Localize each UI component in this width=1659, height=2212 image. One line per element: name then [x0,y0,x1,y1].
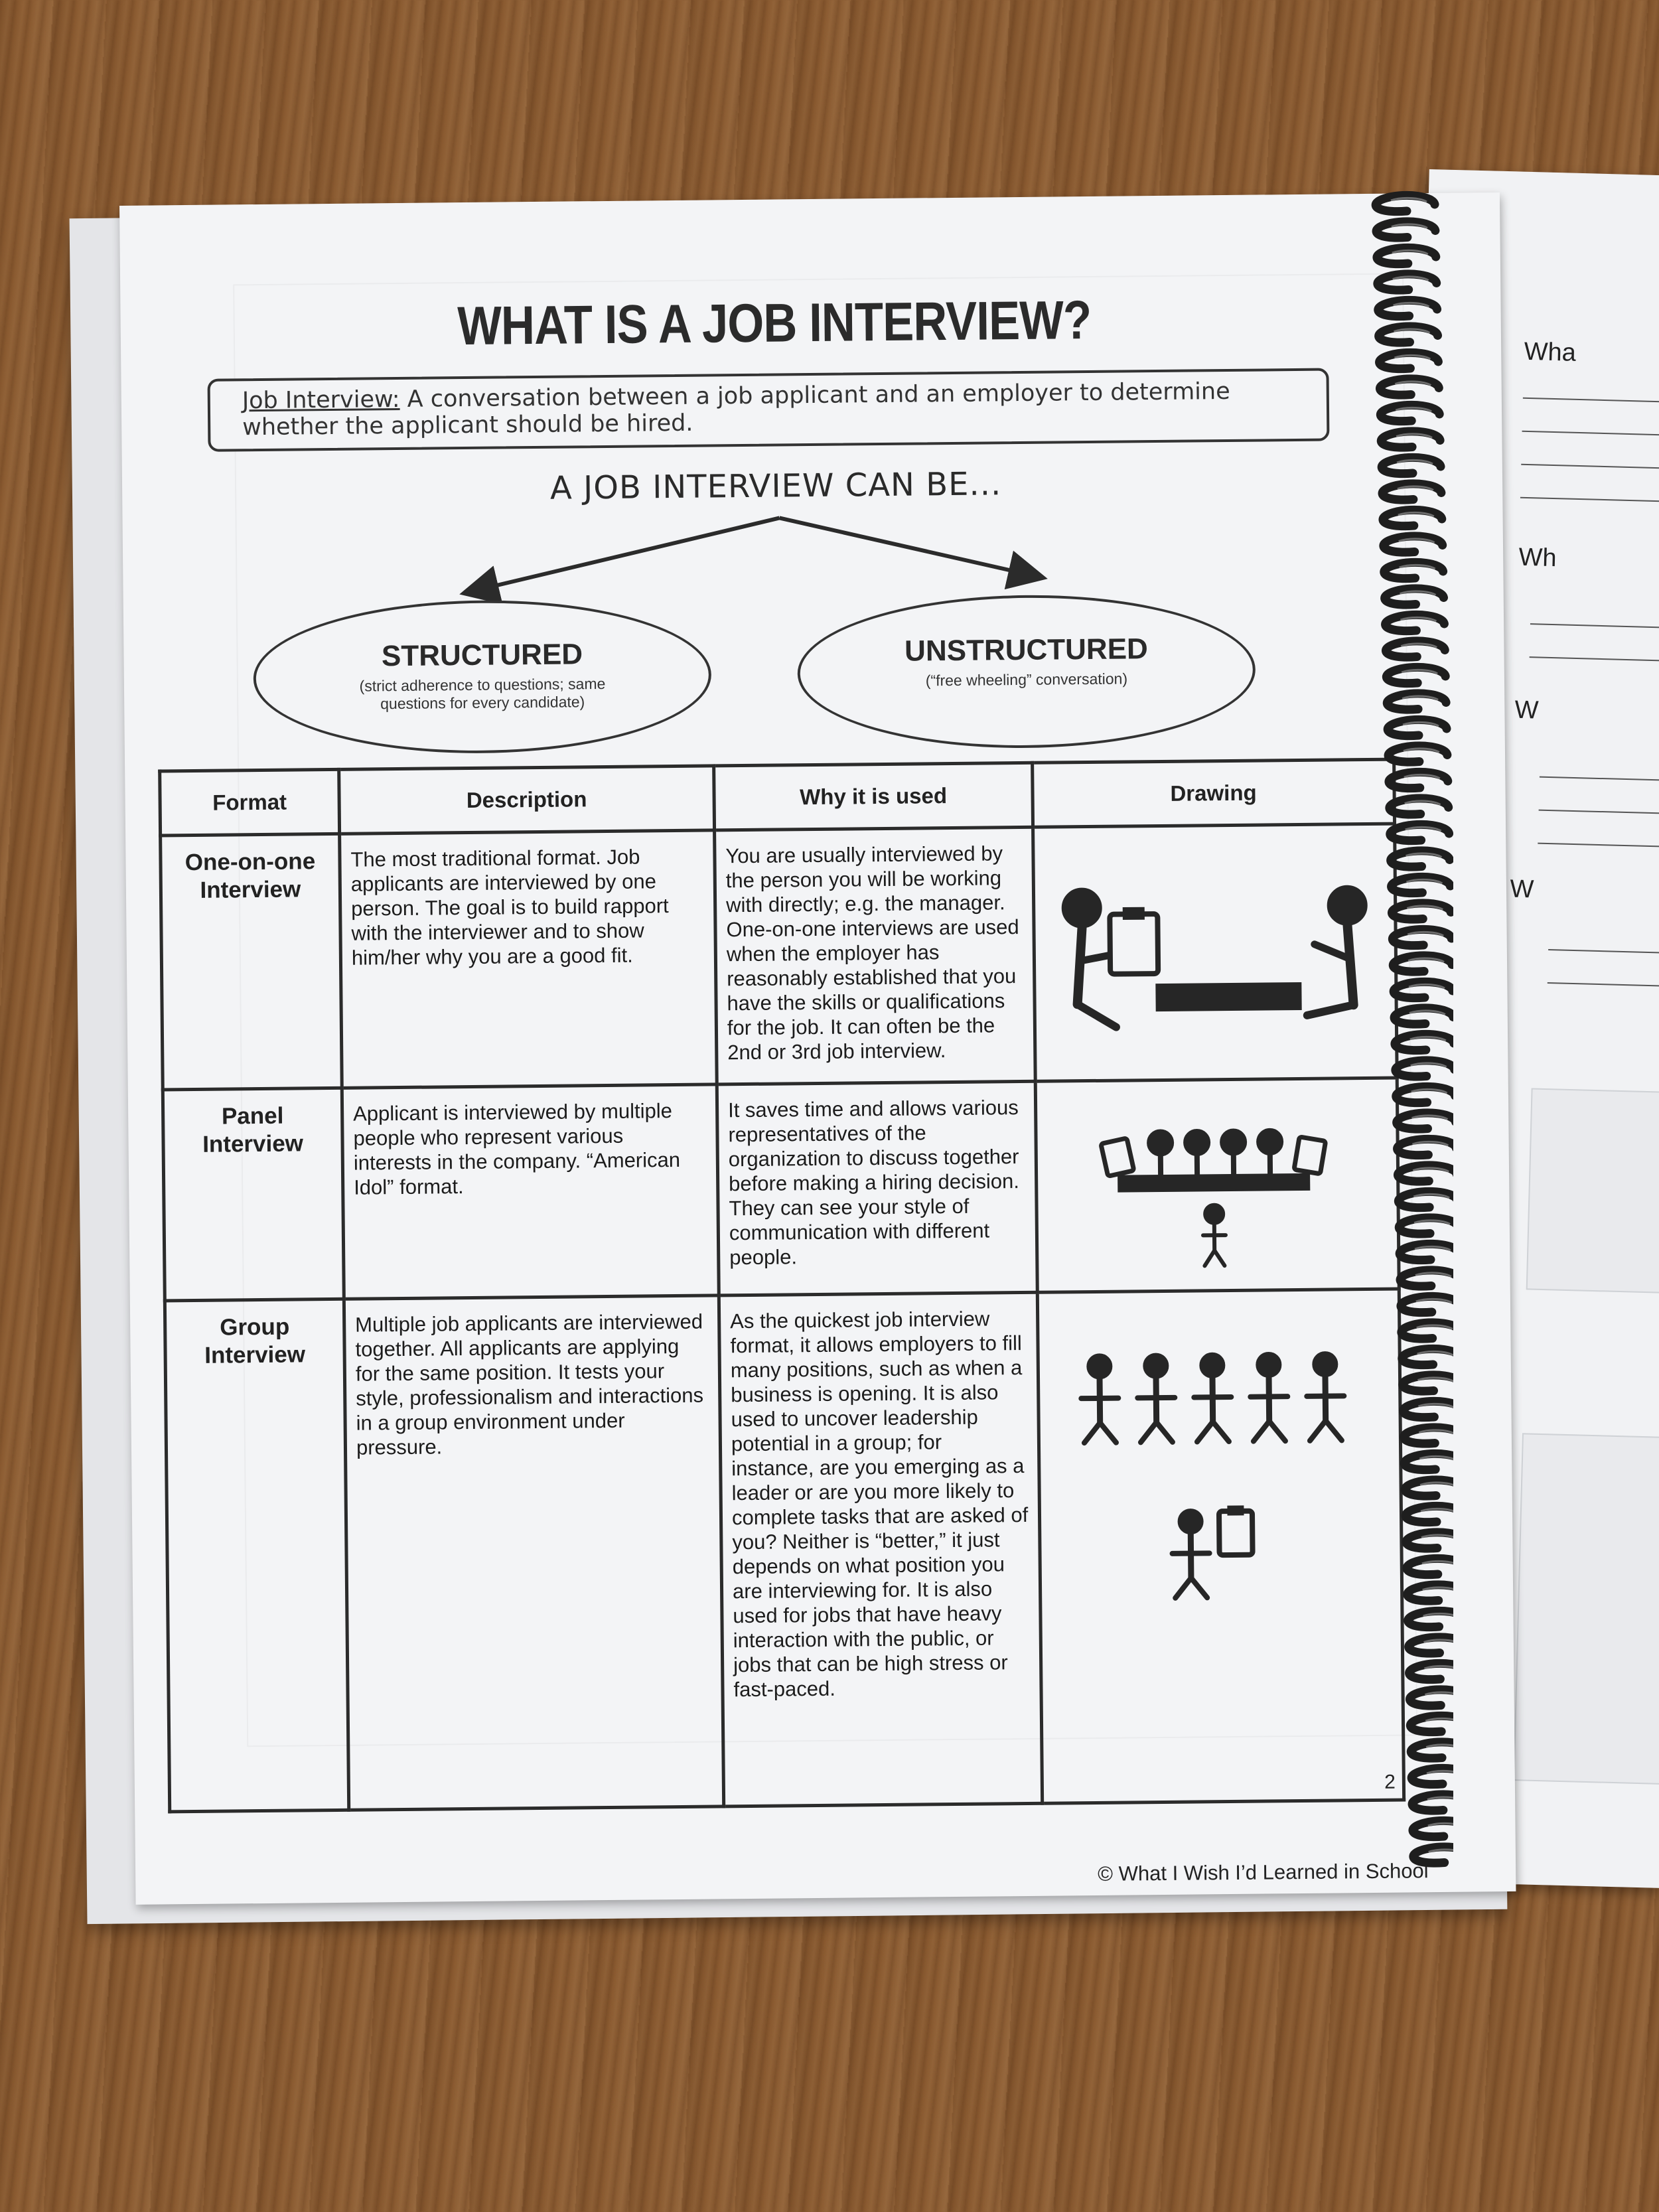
spiral-highlight [1406,879,1442,883]
stick-figure-part [1269,1421,1285,1441]
spiral-highlight [1398,486,1433,490]
definition-term: Job Interview: [242,386,400,415]
answer-line [1530,656,1659,662]
interview-format-table [158,758,1406,1814]
question-text: Wha [1524,337,1577,367]
spiral-highlight [1397,460,1433,464]
why-cell: It saves time and allows various representatives of the organization to discuss together before making a hiring decision. They can see your style of communication with different people. [717,1081,1037,1295]
spiral-highlight [1409,1011,1445,1015]
answer-line [1521,464,1659,470]
question-text: Wh [1518,543,1557,573]
group-drawing-icon [1039,1291,1402,1802]
spiral-highlight [1415,1246,1451,1250]
description-cell: Applicant is interviewed by multiple people who represent various interests in the company. “American Idol” format. [342,1084,719,1299]
spiral-highlight [1429,1850,1453,1854]
why-cell: You are usually interviewed by the person you will be working with directly; e.g. the manager. One-on-one interviews are used when the employer has reasonably established that you have the skills or qualifications for the job. It can often be the 2nd or 3rd job interview. [715,827,1036,1084]
stick-figure-part [1200,1353,1225,1378]
definition-text: A conversation between a job applicant and an employer to determine whether the applicant should be hired. [242,378,1230,441]
answer-line [1548,949,1659,954]
spiral-highlight [1404,749,1439,753]
arrow-right-icon [780,516,1033,578]
spiral-highlight [1417,1351,1453,1355]
panel-drawing-icon [1037,1080,1398,1286]
spiral-highlight [1404,774,1440,778]
spiral-highlight [1405,801,1441,805]
header-description: Description [339,766,715,834]
format-cell: One-on-one Interview [161,834,342,1090]
spiral-highlight [1402,670,1437,674]
type-note: (strict adherence to questions; same questions for every candidate) [359,675,606,713]
spiral-highlight [1392,224,1427,228]
spiral-highlight [1418,1404,1453,1408]
stick-figure-part [1313,1351,1338,1376]
spiral-highlight [1391,198,1427,202]
stick-figure-part [1191,1578,1207,1597]
table-row [163,1078,1399,1301]
stick-figure-part [1141,1422,1157,1442]
stick-figure-part [1157,1422,1173,1442]
clipboard-clip [1228,1506,1244,1515]
answer-line [1530,623,1659,629]
stick-figure-part [1084,1423,1100,1443]
spiral-highlight [1419,1430,1453,1434]
stick-figure-part [1081,1398,1118,1399]
spiral-highlight [1394,303,1429,307]
spiral-highlight [1408,958,1444,962]
spiral-highlight [1413,1194,1449,1198]
stick-figure-part [1100,1423,1116,1443]
answer-line [1548,982,1659,987]
stick-figure-part [1213,1422,1229,1441]
answer-line [1538,843,1659,848]
spiral-highlight [1406,827,1441,831]
spiral-highlight [1411,1063,1447,1067]
question-text: W [1509,875,1534,904]
type-note: (“free wheeling” conversation) [925,670,1128,690]
answer-line [1539,810,1659,815]
one-on-one-drawing-icon [1035,826,1396,1074]
spiral-highlight [1398,512,1434,516]
stick-figure-part [1326,1420,1342,1440]
spiral-highlight [1409,984,1445,988]
spiral-highlight [1394,355,1430,359]
header-why: Why it is used [714,763,1033,830]
answer-line [1520,497,1659,503]
header-drawing: Drawing [1033,759,1395,827]
spiral-highlight [1413,1168,1449,1172]
stick-figure-part [1175,1578,1191,1598]
spiral-highlight [1414,1220,1450,1224]
spiral-highlight [1407,932,1443,936]
spiral-highlight [1400,591,1436,595]
answer-box [1513,1433,1659,1785]
stick-figure-part [1087,1354,1112,1379]
description-cell: The most traditional format. Job applicants are interviewed by one person. The goal is to build rapport with the interviewer and to show him/her why you are a good fit. [340,830,717,1088]
spiral-highlight [1393,277,1429,281]
spiral-highlight [1400,617,1436,621]
spiral-highlight [1395,382,1431,386]
table-row [165,1289,1404,1812]
spiral-highlight [1416,1299,1452,1303]
why-cell: As the quickest job interview format, it allows employers to fill many positions, such as when a business is opening. It is also used to uncover leadership potential in a group; for instance, are you emerging as a leader or are you more likely to complete tasks that are asked of you? Neither is “better,” it just depends on what position you are interviewing for. It is also used for jobs that have heavy interaction with the public, or jobs that can be high stress or fast-paced. [719,1292,1042,1806]
stick-figure-part [1254,1421,1269,1441]
table-row [161,824,1398,1090]
worksheet-page [119,192,1516,1905]
spiral-highlight [1392,250,1428,254]
spiral-highlight [1401,644,1437,648]
spiral-highlight [1418,1378,1454,1382]
spiral-highlight [1396,407,1431,411]
answer-line [1523,398,1659,404]
spiral-highlight [1394,329,1430,333]
subheading: A JOB INTERVIEW CAN BE... [549,465,1002,507]
spiral-highlight [1411,1089,1447,1093]
spiral-highlight [1403,722,1439,726]
clipboard-icon [1219,1511,1253,1555]
header-format: Format [160,769,340,836]
spiral-highlight [1406,853,1442,857]
answer-box [1526,1088,1659,1293]
spiral-highlight [1417,1325,1453,1329]
spiral-highlight [1428,1823,1453,1827]
spiral-highlight [1407,906,1443,910]
answer-line [1540,776,1659,782]
question-text: W [1514,696,1539,725]
type-name: UNSTRUCTURED [904,632,1149,668]
spiral-binding [1360,186,1453,1878]
description-cell: Multiple job applicants are interviewed together. All applicants are applying for the same position. It tests your style, professionalism and interactions in a group environment under pressure. [344,1295,723,1810]
stick-figure-part [1256,1352,1281,1377]
stick-figure-part [1250,1396,1287,1397]
stick-figure-part [1197,1422,1213,1441]
page-number: 2 [1384,1771,1396,1793]
spiral-highlight [1412,1116,1448,1120]
page-title: WHAT IS A JOB INTERVIEW? [457,289,1092,357]
spiral-highlight [1400,565,1435,569]
stick-figure-part [1194,1397,1231,1398]
spiral-highlight [1419,1456,1453,1460]
spiral-highlight [1415,1273,1451,1277]
spiral-highlight [1410,1037,1446,1041]
spiral-highlight [1399,539,1435,543]
drawing-cell [1035,1078,1399,1292]
spiral-highlight [1420,1483,1453,1487]
type-name: STRUCTURED [381,638,583,673]
stick-figure-part [1143,1353,1169,1378]
stick-figure-part [1173,1553,1210,1554]
drawing-cell [1037,1289,1404,1803]
table-header-row [160,759,1395,836]
format-cell: Group Interview [165,1299,348,1812]
spiral-highlight [1412,1142,1448,1145]
stick-figure-part [1178,1509,1203,1534]
drawing-cell [1033,824,1398,1081]
spiral-highlight [1402,696,1438,700]
arrow-left-icon [474,518,780,590]
copyright: © What I Wish I’d Learned in School [1098,1859,1429,1885]
answer-line [1522,431,1659,437]
stick-figure-part [1310,1421,1326,1441]
format-cell: Panel Interview [163,1088,344,1301]
spiral-highlight [1421,1509,1453,1512]
spiral-highlight [1396,434,1432,438]
